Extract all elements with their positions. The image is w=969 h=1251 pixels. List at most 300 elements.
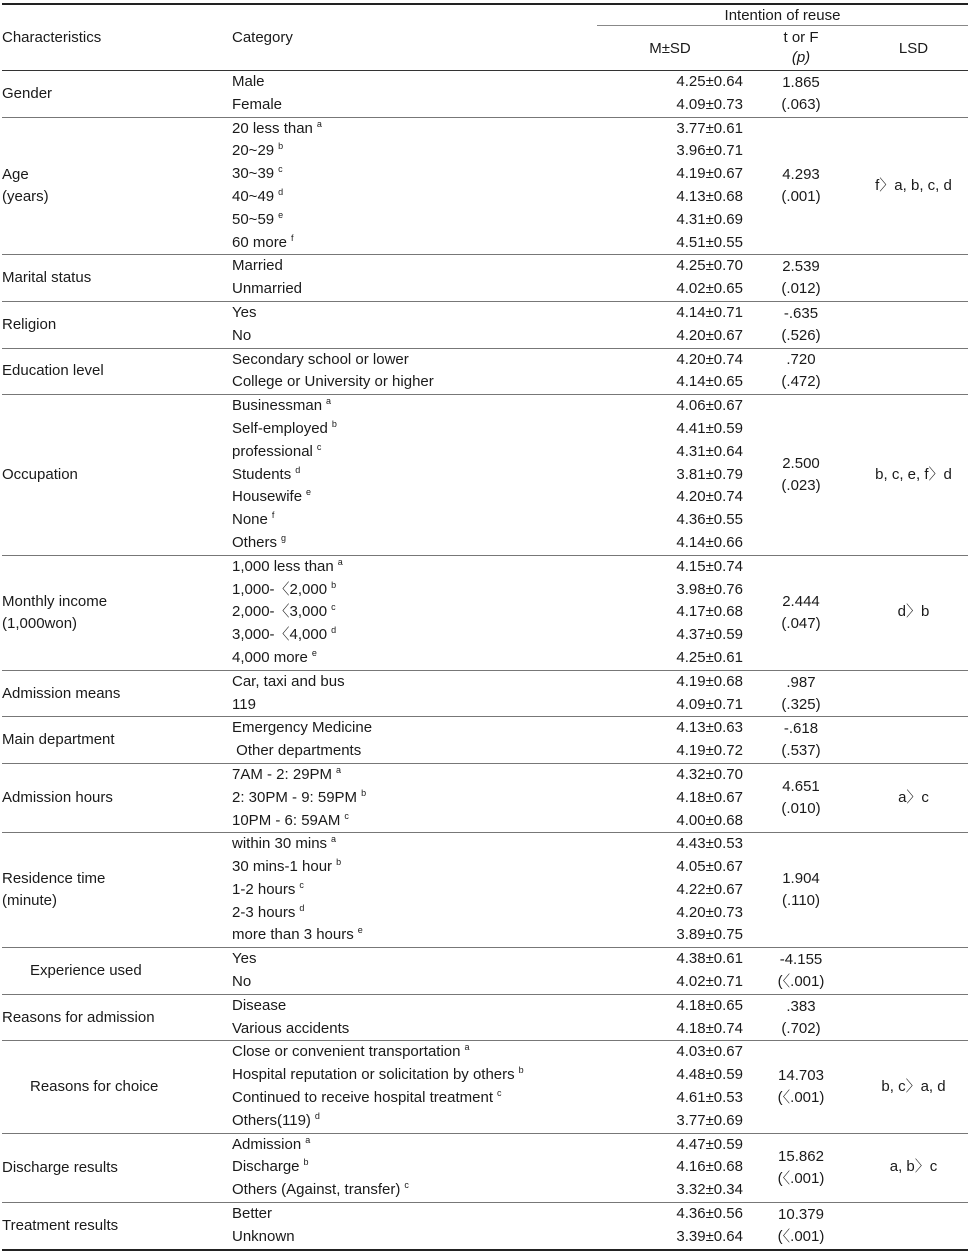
category-text: Secondary school or lower: [232, 350, 409, 368]
category-text: 50~59: [232, 210, 275, 228]
category-cell: [232, 209, 597, 232]
characteristic-label-line: Experience used: [30, 962, 142, 980]
category-text: 60 more: [232, 233, 288, 251]
group-superscript: a: [316, 118, 322, 129]
lsd-result: [859, 717, 968, 764]
header-t-or-f: [743, 26, 859, 71]
characteristic-label-line: Reasons for choice: [30, 1078, 159, 1096]
category-cell: [232, 278, 597, 301]
category-text: Other departments: [232, 742, 362, 760]
lsd-result: a〉c: [898, 788, 929, 806]
category-cell: [232, 902, 597, 925]
msd-value: 4.32±0.70: [676, 765, 743, 783]
msd-value: 4.47±0.59: [676, 1135, 743, 1153]
category-cell: [232, 579, 597, 602]
p-value: (〈.001): [777, 1089, 825, 1107]
statistic-value: 1.865: [782, 73, 820, 91]
category-cell: [232, 833, 597, 856]
category-text: Female: [232, 95, 283, 113]
msd-value: 4.61±0.53: [676, 1089, 743, 1107]
test-statistic: [743, 1133, 859, 1202]
table-row: [2, 555, 968, 578]
characteristic-label: [2, 1133, 232, 1202]
statistic-value: 15.862: [778, 1147, 824, 1165]
msd-value: 4.48±0.59: [676, 1066, 743, 1084]
table-row: [2, 717, 968, 740]
category-cell: [232, 879, 597, 902]
category-cell: [232, 670, 597, 693]
category-cell: [232, 856, 597, 879]
characteristic-label: [2, 555, 232, 670]
statistic-value: 4.293: [782, 165, 820, 183]
category-text: more than 3 hours: [232, 926, 354, 944]
characteristic-label-line: Residence time: [2, 870, 106, 888]
table-row: [2, 395, 968, 418]
category-text: 40~49: [232, 187, 275, 205]
group-superscript: b: [278, 141, 284, 152]
msd-value: 4.41±0.59: [676, 419, 743, 437]
group-residence-time: [2, 833, 968, 948]
lsd-result: a, b〉c: [889, 1158, 938, 1176]
category-text: Continued to receive hospital treatment: [232, 1089, 493, 1107]
test-statistic: [743, 255, 859, 302]
characteristic-label: [2, 763, 232, 832]
characteristic-label: [2, 670, 232, 717]
characteristic-label: [2, 948, 232, 995]
group-superscript: c: [496, 1088, 502, 1099]
header-category: Category: [232, 29, 293, 46]
p-value: (.537): [781, 742, 821, 760]
category-cell: [232, 1156, 597, 1179]
lsd-result: [859, 670, 968, 717]
category-cell: [232, 1064, 597, 1087]
msd-value: 4.02±0.71: [676, 973, 743, 991]
characteristic-label-line: Religion: [2, 315, 57, 333]
test-statistic: [743, 1203, 859, 1250]
test-statistic: [743, 301, 859, 348]
group-experience-used: [2, 948, 968, 995]
group-superscript: c: [278, 164, 283, 175]
category-cell: [232, 763, 597, 786]
category-text: No: [232, 973, 252, 991]
group-reasons-for-choice: [2, 1041, 968, 1133]
msd-value: 4.05±0.67: [676, 858, 743, 876]
characteristic-label-line: Education level: [2, 362, 104, 380]
category-text: Yes: [232, 303, 257, 321]
group-superscript: d: [278, 186, 284, 197]
header-characteristics: Characteristics: [2, 29, 102, 46]
msd-value: 3.96±0.71: [676, 142, 743, 160]
characteristic-label-line: Marital status: [2, 269, 92, 287]
group-occupation: [2, 395, 968, 556]
statistic-value: .383: [786, 997, 816, 1015]
category-text: College or University or higher: [232, 373, 434, 391]
p-value: (.110): [781, 892, 821, 910]
lsd-result: [859, 348, 968, 395]
test-statistic: [743, 348, 859, 395]
test-statistic: [743, 833, 859, 948]
category-text: Housewife: [232, 488, 303, 506]
group-superscript: c: [316, 441, 322, 452]
group-superscript: a: [336, 764, 342, 775]
characteristic-label: [2, 117, 232, 255]
category-text: Male: [232, 73, 265, 90]
lsd-result: d〉b: [897, 603, 930, 621]
test-statistic: [743, 395, 859, 556]
msd-value: 3.39±0.64: [676, 1227, 743, 1245]
table-row: [2, 348, 968, 371]
category-text: 3,000-〈4,000: [232, 626, 328, 644]
results-table: [2, 3, 968, 1251]
p-value: (.702): [781, 1019, 821, 1037]
category-cell: [232, 717, 597, 740]
msd-value: 4.18±0.65: [676, 996, 743, 1014]
p-value: (.063): [781, 95, 821, 113]
category-text: 20 less than: [232, 119, 313, 137]
table-row: [2, 948, 968, 971]
p-value: (〈.001): [777, 1169, 825, 1187]
group-superscript: a: [337, 556, 343, 567]
characteristic-label: [2, 395, 232, 556]
p-value: (.325): [781, 695, 821, 713]
p-value: (〈.001): [777, 1227, 825, 1245]
category-text: Businessman: [232, 397, 323, 415]
msd-value: 4.14±0.71: [676, 303, 743, 321]
category-text: Discharge: [232, 1158, 300, 1176]
table-row: [2, 1203, 968, 1226]
category-text: Yes: [232, 950, 257, 968]
statistic-value: 14.703: [778, 1067, 824, 1085]
test-statistic: [743, 994, 859, 1041]
statistic-value: .987: [786, 673, 816, 691]
msd-value: 4.31±0.69: [676, 210, 743, 228]
lsd-result: [859, 1203, 968, 1250]
group-age: [2, 117, 968, 255]
msd-value: 3.77±0.69: [676, 1111, 743, 1129]
group-superscript: e: [278, 209, 284, 220]
statistic-value: 2.444: [782, 592, 820, 610]
characteristic-label-line: Occupation: [2, 465, 78, 483]
category-text: No: [232, 326, 252, 344]
group-superscript: a: [326, 396, 332, 407]
msd-value: 4.22±0.67: [676, 880, 743, 898]
table-row: [2, 994, 968, 1017]
msd-value: 4.09±0.71: [676, 695, 743, 713]
category-cell: [232, 395, 597, 418]
group-education-level: [2, 348, 968, 395]
p-value: (.472): [781, 373, 821, 391]
msd-value: 4.14±0.65: [676, 373, 743, 391]
characteristic-label: [2, 255, 232, 302]
msd-value: 3.98±0.76: [676, 580, 743, 598]
test-statistic: [743, 1041, 859, 1133]
group-marital-status: [2, 255, 968, 302]
characteristic-label: [2, 1041, 232, 1133]
msd-value: 3.32±0.34: [676, 1181, 743, 1199]
msd-value: 4.13±0.68: [676, 187, 743, 205]
category-cell: [232, 1179, 597, 1202]
category-cell: [232, 555, 597, 578]
msd-value: 4.20±0.73: [676, 903, 743, 921]
lsd-result: b, c〉a, d: [881, 1077, 946, 1095]
lsd-result: [859, 833, 968, 948]
category-text: 1,000 less than: [232, 557, 334, 575]
group-superscript: b: [331, 418, 337, 429]
msd-value: 3.77±0.61: [676, 119, 743, 137]
characteristic-label: [2, 833, 232, 948]
statistic-value: 10.379: [778, 1205, 824, 1223]
msd-value: 4.06±0.67: [676, 397, 743, 415]
test-statistic: [743, 670, 859, 717]
characteristic-label-line: Admission hours: [2, 789, 113, 807]
category-text: Unmarried: [232, 280, 303, 298]
group-superscript: b: [303, 1157, 309, 1168]
table-row: [2, 670, 968, 693]
group-discharge-results: [2, 1133, 968, 1202]
group-admission-means: [2, 670, 968, 717]
characteristic-label-line: Monthly income: [2, 592, 108, 610]
test-statistic: [743, 763, 859, 832]
test-statistic: [743, 948, 859, 995]
characteristic-label: [2, 994, 232, 1041]
group-superscript: e: [306, 487, 312, 498]
category-cell: [232, 486, 597, 509]
category-cell: [232, 232, 597, 255]
category-cell: [232, 301, 597, 324]
msd-value: 4.19±0.68: [676, 672, 743, 690]
category-cell: [232, 948, 597, 971]
category-cell: [232, 186, 597, 209]
group-superscript: d: [299, 902, 305, 913]
characteristic-label-line: (minute): [2, 892, 58, 910]
header-t-or-f-label: t or F: [783, 29, 819, 46]
category-cell: [232, 1041, 597, 1064]
msd-value: 4.51±0.55: [676, 233, 743, 251]
category-cell: [232, 418, 597, 441]
msd-value: 4.20±0.67: [676, 326, 743, 344]
table-row: [2, 71, 968, 94]
group-superscript: f: [271, 510, 275, 521]
table-row: [2, 255, 968, 278]
msd-value: 4.43±0.53: [676, 835, 743, 853]
msd-value: 4.25±0.70: [676, 257, 743, 275]
lsd-result: f〉a, b, c, d: [875, 176, 952, 194]
category-text: within 30 mins: [232, 835, 328, 853]
characteristic-label-line: Gender: [2, 84, 53, 102]
p-value: (.526): [781, 326, 821, 344]
group-superscript: d: [331, 625, 337, 636]
statistic-value: 2.500: [782, 454, 820, 472]
msd-value: 4.17±0.68: [676, 603, 743, 621]
header-p-label: (p): [791, 49, 811, 66]
category-cell: [232, 624, 597, 647]
test-statistic: [743, 117, 859, 255]
statistic-value: 1.904: [782, 870, 820, 888]
statistic-value: 2.539: [782, 258, 820, 276]
group-superscript: a: [331, 834, 337, 845]
group-gender: [2, 71, 968, 118]
p-value: (.023): [781, 476, 821, 494]
msd-value: 4.19±0.67: [676, 165, 743, 183]
group-superscript: d: [314, 1110, 320, 1121]
msd-value: 4.19±0.72: [676, 742, 743, 760]
group-superscript: c: [404, 1180, 409, 1191]
msd-value: 3.81±0.79: [676, 465, 743, 483]
test-statistic: [743, 71, 859, 118]
category-text: Self-employed: [232, 419, 328, 437]
characteristic-label: [2, 717, 232, 764]
group-superscript: c: [331, 602, 336, 613]
lsd-result: [859, 948, 968, 995]
group-superscript: b: [361, 787, 367, 798]
group-superscript: c: [299, 879, 304, 890]
p-value: (.010): [781, 800, 821, 818]
category-text: Emergency Medicine: [232, 719, 373, 737]
msd-value: 4.16±0.68: [676, 1158, 743, 1176]
category-cell: [232, 601, 597, 624]
category-cell: [232, 71, 597, 94]
statistic-value: -4.155: [779, 951, 823, 969]
category-text: 1-2 hours: [232, 880, 296, 898]
category-text: Unknown: [232, 1227, 295, 1245]
characteristic-label-line: Reasons for admission: [2, 1008, 155, 1026]
header-intention-of-reuse: Intention of reuse: [597, 4, 968, 26]
lsd-result: [859, 301, 968, 348]
category-cell: [232, 348, 597, 371]
category-cell: [232, 994, 597, 1017]
category-cell: [232, 1087, 597, 1110]
group-superscript: b: [518, 1065, 524, 1076]
lsd-result: [859, 255, 968, 302]
p-value: (.001): [781, 187, 821, 205]
category-cell: [232, 509, 597, 532]
category-text: 2-3 hours: [232, 903, 296, 921]
group-superscript: c: [344, 810, 349, 821]
category-cell: [232, 740, 597, 763]
category-cell: [232, 971, 597, 994]
test-statistic: [743, 555, 859, 670]
group-admission-hours: [2, 763, 968, 832]
msd-value: 4.03±0.67: [676, 1043, 743, 1061]
category-cell: [232, 810, 597, 833]
msd-value: 4.20±0.74: [676, 350, 743, 368]
characteristic-label-line: Treatment results: [2, 1216, 119, 1234]
category-cell: [232, 647, 597, 670]
category-text: Others(119): [232, 1111, 311, 1129]
category-text: Various accidents: [232, 1019, 350, 1037]
group-religion: [2, 301, 968, 348]
category-cell: [232, 94, 597, 117]
category-cell: [232, 163, 597, 186]
category-cell: [232, 117, 597, 140]
category-text: Students: [232, 465, 292, 483]
statistic-value: -.618: [783, 720, 819, 738]
category-text: Car, taxi and bus: [232, 672, 345, 690]
category-text: 10PM - 6: 59AM: [232, 811, 341, 829]
category-cell: [232, 140, 597, 163]
msd-value: 4.25±0.61: [676, 648, 743, 666]
characteristic-label: [2, 1203, 232, 1250]
category-text: Close or convenient transportation: [232, 1043, 461, 1061]
category-cell: [232, 1133, 597, 1156]
category-text: 119: [232, 695, 256, 713]
header-lsd: LSD: [898, 39, 929, 57]
category-cell: [232, 255, 597, 278]
table-row: [2, 301, 968, 324]
characteristic-label-line: Age: [2, 165, 29, 183]
p-value: (.047): [781, 614, 821, 632]
msd-value: 4.09±0.73: [676, 95, 743, 113]
category-cell: [232, 1110, 597, 1133]
characteristic-label: [2, 71, 232, 118]
category-text: Admission: [232, 1135, 302, 1153]
category-text: Disease: [232, 996, 287, 1014]
msd-value: 4.37±0.59: [676, 626, 743, 644]
group-superscript: a: [464, 1042, 470, 1053]
p-value: (〈.001): [777, 973, 825, 991]
table-row: [2, 763, 968, 786]
group-main-department: [2, 717, 968, 764]
group-monthly-income: [2, 555, 968, 670]
characteristic-label-line: Discharge results: [2, 1158, 118, 1176]
category-cell: [232, 1226, 597, 1250]
group-superscript: b: [336, 857, 342, 868]
category-text: Married: [232, 257, 283, 275]
category-text: Others: [232, 533, 278, 551]
category-cell: [232, 694, 597, 717]
table-row: [2, 833, 968, 856]
category-cell: [232, 924, 597, 947]
category-cell: [232, 1203, 597, 1226]
lsd-result: [859, 71, 968, 118]
group-superscript: e: [357, 925, 363, 936]
group-superscript: a: [305, 1134, 311, 1145]
statistic-value: .720: [786, 351, 816, 369]
category-text: 1,000-〈2,000: [232, 580, 328, 598]
group-treatment-results: [2, 1203, 968, 1250]
lsd-result: [859, 994, 968, 1041]
category-cell: [232, 1018, 597, 1041]
statistic-value: 4.651: [782, 778, 820, 796]
group-superscript: g: [281, 532, 287, 543]
test-statistic: [743, 717, 859, 764]
category-text: 7AM - 2: 29PM: [232, 765, 333, 783]
msd-value: 4.20±0.74: [676, 488, 743, 506]
p-value: (.012): [781, 280, 821, 298]
msd-value: 4.36±0.55: [676, 511, 743, 529]
category-cell: [232, 532, 597, 555]
table-row: [2, 1041, 968, 1064]
msd-value: 4.36±0.56: [676, 1205, 743, 1223]
msd-value: 3.89±0.75: [676, 926, 743, 944]
category-text: None: [232, 511, 268, 529]
table-row: [2, 117, 968, 140]
msd-value: 4.38±0.61: [676, 950, 743, 968]
group-reasons-for-admission: [2, 994, 968, 1041]
msd-value: 4.25±0.64: [676, 73, 743, 90]
group-superscript: f: [291, 232, 294, 243]
category-text: 2,000-〈3,000: [232, 603, 328, 621]
msd-value: 4.18±0.74: [676, 1019, 743, 1037]
group-superscript: d: [295, 464, 301, 475]
msd-value: 4.18±0.67: [676, 788, 743, 806]
category-text: Others (Against, transfer): [232, 1181, 401, 1199]
characteristic-label-line: Main department: [2, 731, 115, 749]
category-text: Better: [232, 1205, 273, 1223]
category-cell: [232, 464, 597, 487]
category-text: Hospital reputation or solicitation by others: [232, 1066, 515, 1084]
msd-value: 4.13±0.63: [676, 719, 743, 737]
